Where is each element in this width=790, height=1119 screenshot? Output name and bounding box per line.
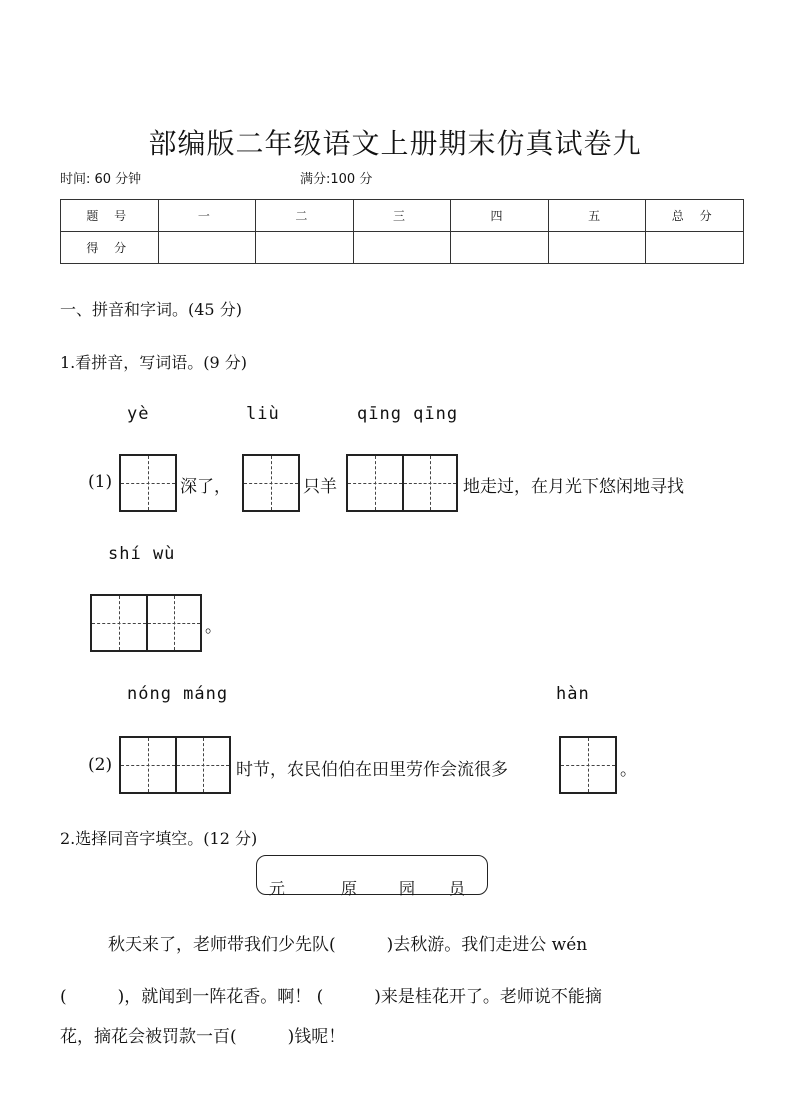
writing-grid[interactable] <box>242 454 300 512</box>
sentence-text: 地走过，在月光下悠闲地寻找 <box>463 477 684 497</box>
pinyin-label: hàn <box>556 684 590 704</box>
score-table-header: 五 <box>548 200 646 232</box>
writing-cell[interactable] <box>146 596 200 650</box>
score-table-header: 总 分 <box>646 200 744 232</box>
sentence-text: 深了， <box>180 477 231 497</box>
sentence-number: (1) <box>88 472 113 492</box>
pinyin-label: yè <box>127 404 150 424</box>
question-2-heading: 2.选择同音字填空。(12 分) <box>60 829 258 848</box>
writing-grid[interactable] <box>119 454 177 512</box>
section-1-heading: 一、拼音和字词。(45 分) <box>60 300 242 319</box>
pinyin-label: liù <box>246 404 280 424</box>
fill-paragraph-line: 花，摘花会被罚款一百( )钱呢！ <box>60 1027 346 1047</box>
writing-grid[interactable] <box>119 736 231 794</box>
sentence-text: 。 <box>205 617 222 637</box>
word-choice: 元 <box>269 879 286 898</box>
fill-paragraph-line: ( )，就闻到一阵花香。啊！ ( )来是桂花开了。老师说不能摘 <box>60 987 602 1007</box>
writing-cell[interactable] <box>121 456 175 510</box>
score-table-header-row <box>61 200 744 232</box>
writing-cell[interactable] <box>175 738 229 792</box>
writing-cell[interactable] <box>92 596 146 650</box>
score-table-header: 题 号 <box>61 200 159 232</box>
exam-total-score: 满分:100 分 <box>300 172 373 187</box>
score-row-label: 得 分 <box>61 232 159 264</box>
score-table-header: 二 <box>256 200 354 232</box>
score-table-header: 三 <box>353 200 451 232</box>
score-table-header: 四 <box>451 200 549 232</box>
pinyin-label: shí wù <box>108 544 176 564</box>
word-choice: 原 <box>341 879 358 898</box>
fill-paragraph-line: 秋天来了，老师带我们少先队( )去秋游。我们走进公 wén <box>108 935 588 955</box>
writing-grid[interactable] <box>346 454 458 512</box>
score-table <box>60 199 744 264</box>
sentence-number: (2) <box>88 755 113 775</box>
writing-cell[interactable] <box>121 738 175 792</box>
sentence-text: 。 <box>620 760 637 780</box>
score-cell[interactable] <box>451 232 549 264</box>
score-cell[interactable] <box>548 232 646 264</box>
word-choice-box <box>256 855 488 898</box>
sentence-text: 时节，农民伯伯在田里劳作会流很多 <box>236 760 508 780</box>
sentence-text: 只羊 <box>303 477 337 497</box>
writing-cell[interactable] <box>402 456 456 510</box>
score-cell[interactable] <box>353 232 451 264</box>
pinyin-label: nóng máng <box>127 684 229 704</box>
word-choice: 员 <box>449 879 466 898</box>
writing-cell[interactable] <box>244 456 298 510</box>
score-table-score-row <box>61 232 744 264</box>
word-choice: 园 <box>399 879 416 898</box>
score-table-header: 一 <box>158 200 256 232</box>
pinyin-label: qīng qīng <box>357 404 459 424</box>
exam-time: 时间: 60 分钟 <box>60 172 142 187</box>
writing-cell[interactable] <box>561 738 615 792</box>
writing-grid[interactable] <box>559 736 617 794</box>
page-title: 部编版二年级语文上册期末仿真试卷九 <box>148 127 642 160</box>
question-1-heading: 1.看拼音，写词语。(9 分) <box>60 353 248 372</box>
score-cell[interactable] <box>158 232 256 264</box>
writing-cell[interactable] <box>348 456 402 510</box>
writing-grid[interactable] <box>90 594 202 652</box>
score-cell[interactable] <box>256 232 354 264</box>
score-cell[interactable] <box>646 232 744 264</box>
